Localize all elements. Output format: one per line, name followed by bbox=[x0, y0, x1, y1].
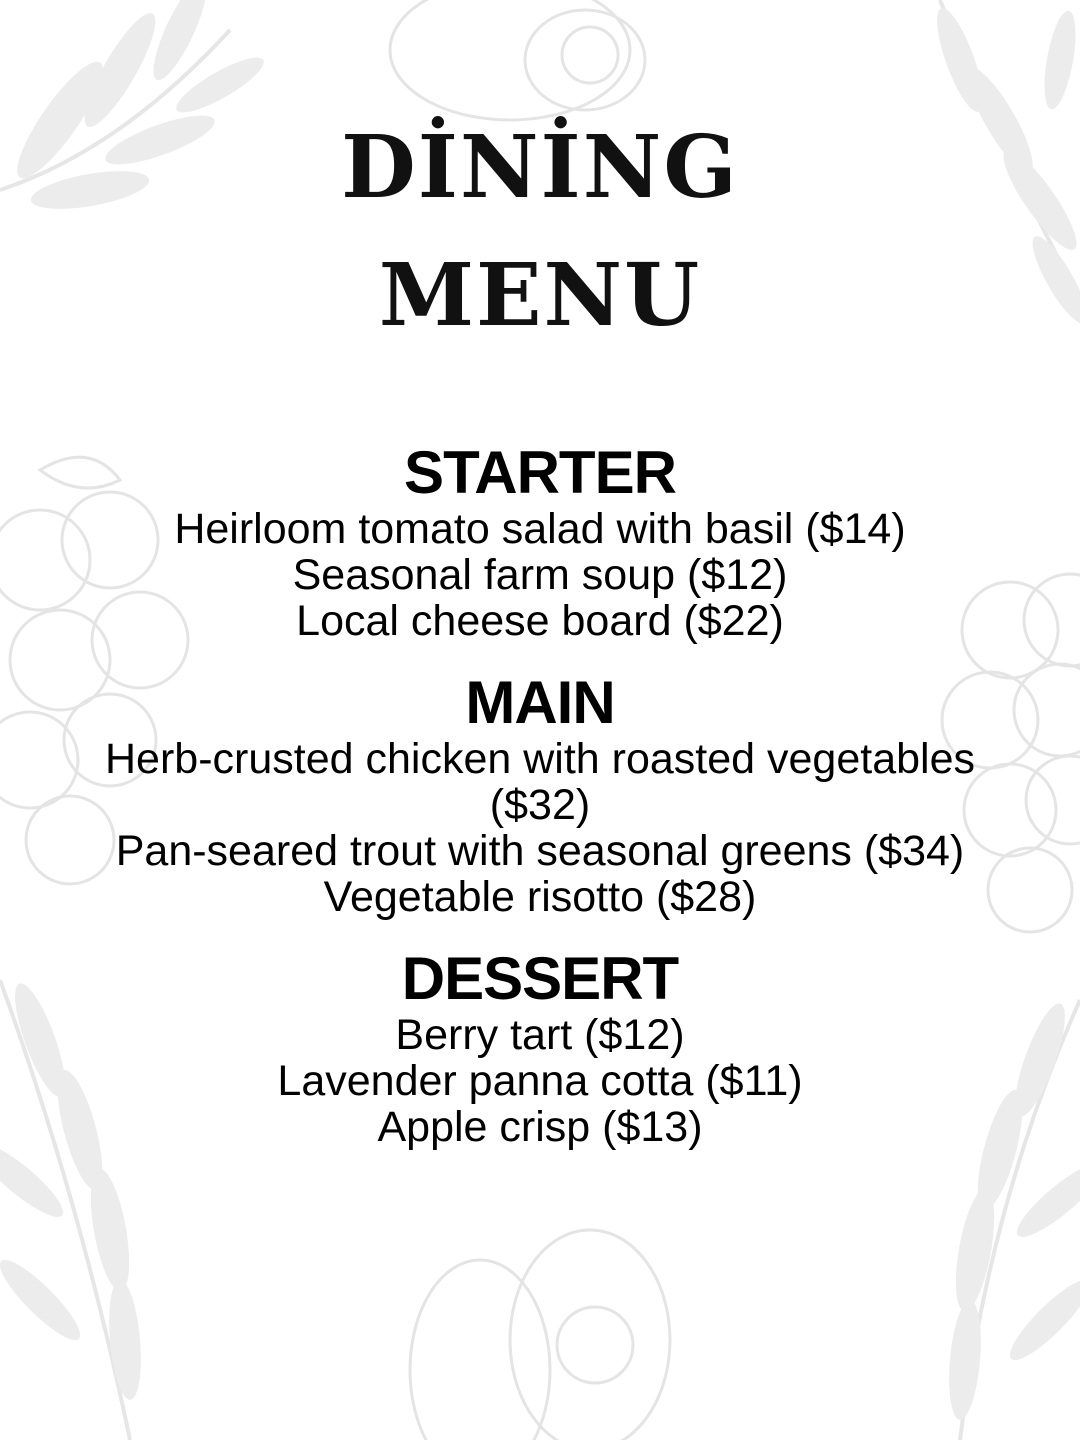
starter-items bbox=[100, 506, 980, 644]
avocado-illustration bbox=[410, 1230, 670, 1440]
menu-item: Lavender panna cotta ($11) bbox=[277, 1057, 803, 1105]
menu-item: Herb-crusted chicken with roasted vegetables ($32) bbox=[105, 735, 975, 829]
menu-item: Seasonal farm soup ($12) bbox=[292, 551, 788, 599]
menu-sections bbox=[100, 440, 980, 1176]
section-heading-main: MAIN bbox=[465, 669, 615, 736]
section-heading-starter: STARTER bbox=[404, 439, 676, 506]
menu-title-line1: DİNİNG bbox=[341, 117, 739, 218]
dessert-section bbox=[100, 946, 980, 1150]
menu-item: Heirloom tomato salad with basil ($14) bbox=[174, 505, 906, 553]
section-heading-dessert: DESSERT bbox=[401, 945, 679, 1012]
menu-item: Berry tart ($12) bbox=[395, 1011, 685, 1059]
main-section bbox=[100, 670, 980, 920]
menu-item: Local cheese board ($22) bbox=[296, 597, 784, 645]
starter-section bbox=[100, 440, 980, 644]
main-items bbox=[100, 736, 980, 920]
dessert-items bbox=[100, 1012, 980, 1150]
menu-item: Apple crisp ($13) bbox=[377, 1103, 703, 1151]
menu-title-line2: MENU bbox=[378, 245, 702, 346]
menu-item: Pan-seared trout with seasonal greens ($34) bbox=[115, 827, 965, 875]
menu-item: Vegetable risotto ($28) bbox=[323, 873, 757, 921]
avocado-illustration bbox=[390, 0, 645, 120]
